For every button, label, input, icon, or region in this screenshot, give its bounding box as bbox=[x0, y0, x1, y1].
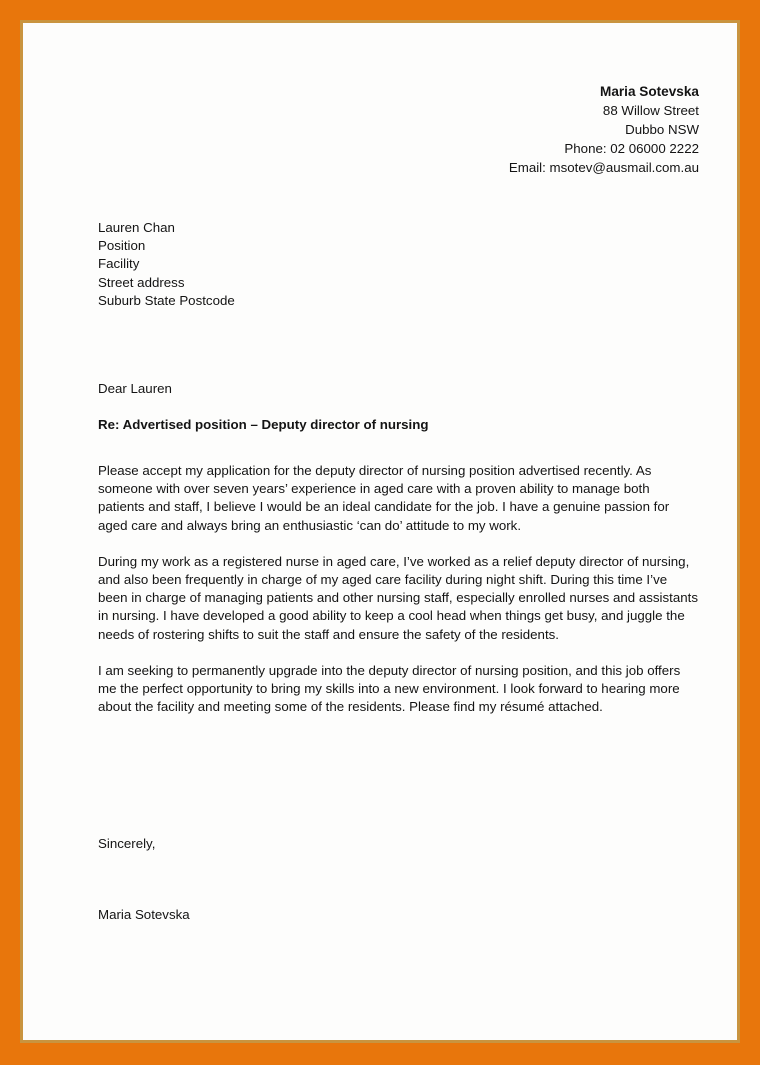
recipient-name: Lauren Chan bbox=[98, 220, 175, 235]
body-paragraphs bbox=[98, 462, 699, 734]
sender-street: 88 Willow Street bbox=[602, 103, 699, 118]
signoff: Sincerely, bbox=[98, 836, 156, 851]
recipient-address-block bbox=[98, 219, 235, 310]
recipient-suburb-state-postcode: Suburb State Postcode bbox=[98, 292, 235, 308]
sender-city-state: Dubbo NSW bbox=[625, 122, 699, 137]
paper-sheet bbox=[20, 20, 740, 1043]
body-paragraph: During my work as a registered nurse in aged care, I’ve worked as a relief deputy director of nursing, and also been frequently in charge of my aged care facility during night shift. During this time I’ve been in charge of managing patients and other nursing staff, especially enrolled nurses and assistants in nursing. I have developed a good ability to keep a cool head when things get busy, and juggle the needs of rostering shifts to suit the staff and ensure the safety of the residents. bbox=[98, 553, 698, 642]
paper-inner-surface bbox=[23, 23, 737, 1040]
body-paragraph: Please accept my application for the deputy director of nursing position advertised recently. As someone with over seven years’ experience in aged care with a proven ability to manage both patients and staff, I believe I would be an ideal candidate for the job. I have a genuine passion for aged care and always bring an enthusiastic ‘can do’ attitude to my work. bbox=[98, 463, 670, 533]
body-paragraph: I am seeking to permanently upgrade into the deputy director of nursing position, and this job offers me the perfect opportunity to bring my skills into a new environment. I look forward to hearing more about the facility and meeting some of the residents. Please find my résumé attached. bbox=[98, 662, 681, 715]
sender-name: Maria Sotevska bbox=[600, 84, 699, 99]
signature-name: Maria Sotevska bbox=[98, 907, 190, 922]
subject-line: Re: Advertised position – Deputy director of nursing bbox=[98, 417, 429, 432]
recipient-position: Position bbox=[98, 238, 146, 254]
recipient-street: Street address bbox=[98, 274, 185, 290]
salutation: Dear Lauren bbox=[98, 381, 172, 396]
sender-email: Email: msotev@ausmail.com.au bbox=[508, 160, 699, 175]
sender-phone: Phone: 02 06000 2222 bbox=[564, 141, 699, 156]
recipient-facility: Facility bbox=[98, 256, 140, 272]
letterhead-block bbox=[98, 82, 699, 177]
